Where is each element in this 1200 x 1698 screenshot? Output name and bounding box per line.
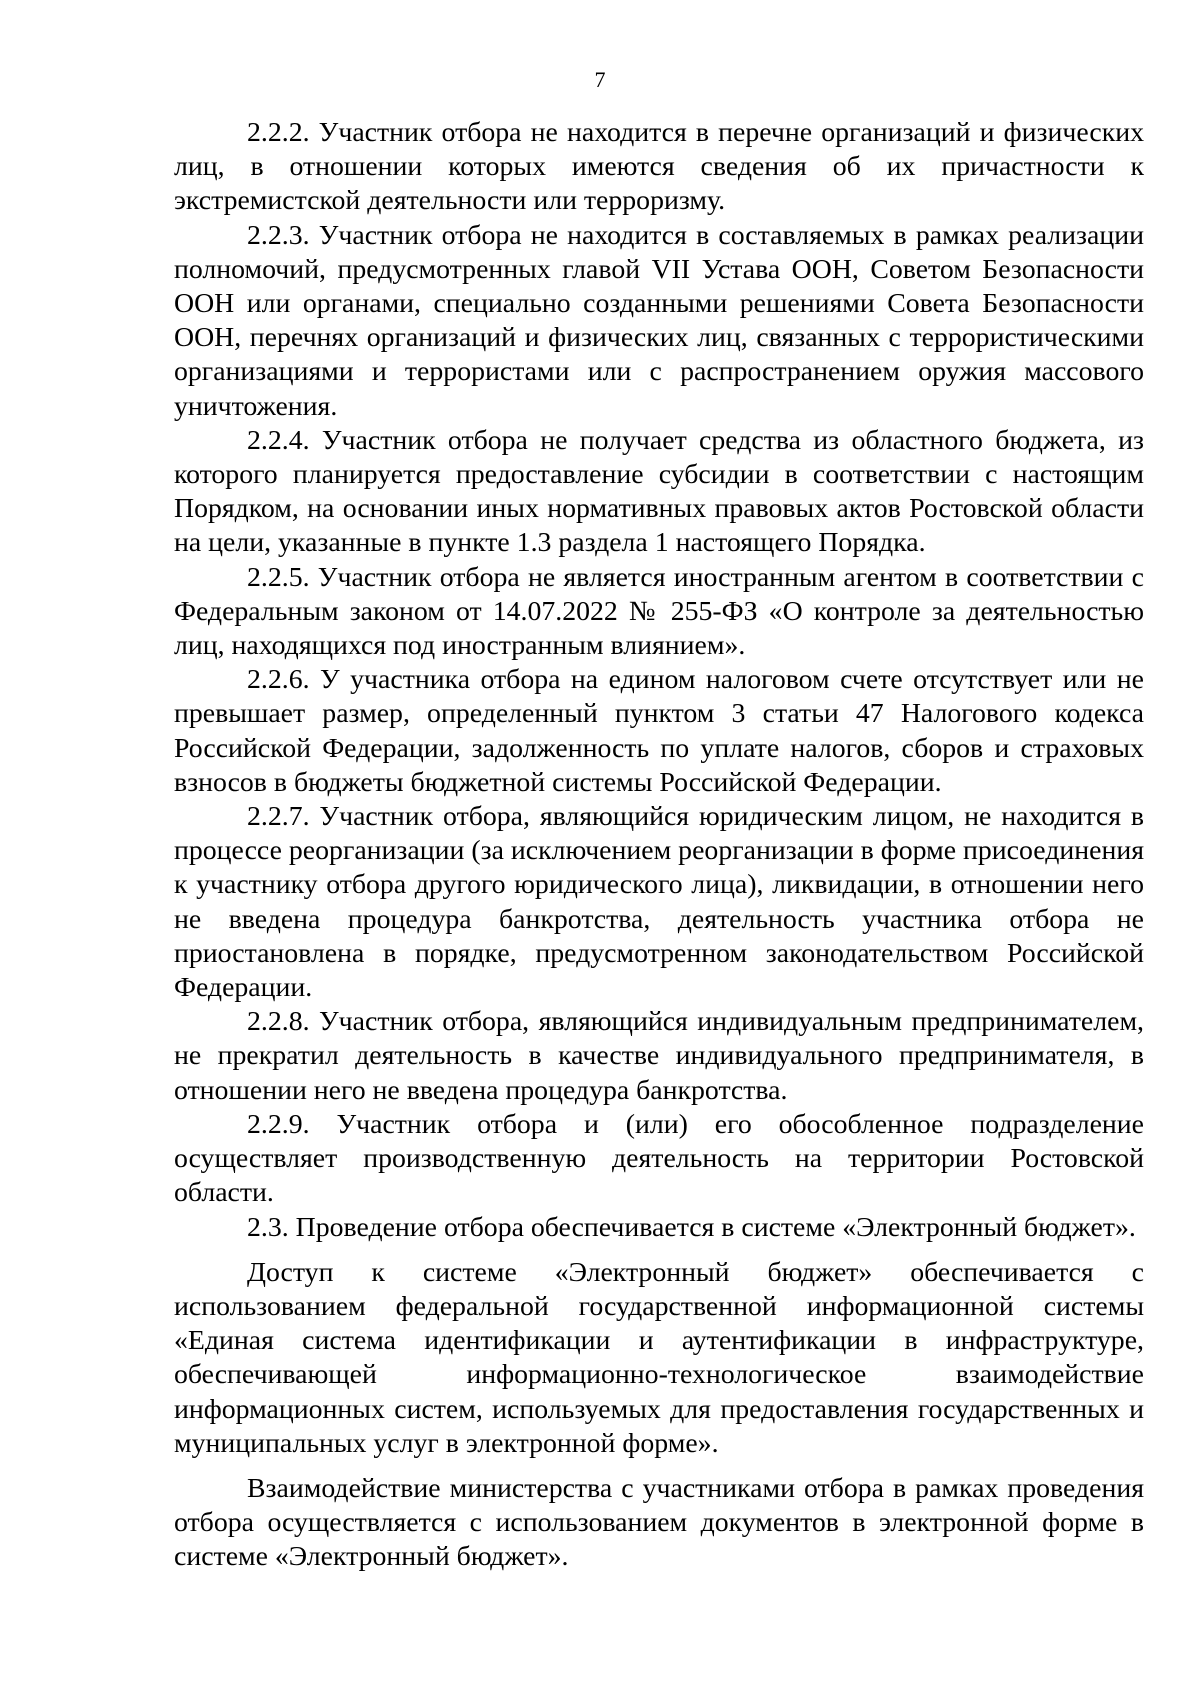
page-number: 7: [594, 67, 606, 92]
paragraph-2-3: 2.3. Проведение отбора обеспечивается в системе «Электронный бюджет».: [247, 1211, 1136, 1243]
paragraph-interaction: Взаимодействие министерства с участниками отбора в рамках проведения отбора осуществляется с использованием документов в электронной форме в системе «Электронный бюджет».: [174, 1472, 1144, 1573]
paragraph-2-2-8: 2.2.8. Участник отбора, являющийся индивидуальным предпринимателем, не прекратил деятельность в качестве индивидуального предпринимателя, в отношении него не введена процедура банкротства.: [174, 1006, 1144, 1106]
paragraph-2-2-2: 2.2.2. Участник отбора не находится в перечне организаций и физических лиц, в отношении которых имеются сведения об их причастности к экстремистской деятельности или терроризму.: [174, 117, 1144, 217]
paragraph-2-2-6: 2.2.6. У участника отбора на едином налоговом счете отсутствует или не превышает размер, определенный пунктом 3 статьи 47 Налогового кодекса Российской Федерации, задолженность по уплате налогов, сборов и страховых взносов в бюджеты бюджетной системы Российской Федерации.: [174, 664, 1144, 798]
paragraph-2-2-5: 2.2.5. Участник отбора не является иностранным агентом в соответствии с Федеральным законом от 14.07.2022 № 255-ФЗ «О контроле за деятельностью лиц, находящихся под иностранным влиянием».: [174, 561, 1144, 662]
paragraph-2-2-7: 2.2.7. Участник отбора, являющийся юридическим лицом, не находится в процессе реорганизации (за исключением реорганизации в форме присоединения к участнику отбора другого юридического лица), ликвидации, в отношении него не введена процедура банкротства, деятельность участника отбора не приостановлена в порядке, предусмотренном законодательством Российской Федерации.: [174, 801, 1144, 1004]
paragraph-2-2-4: 2.2.4. Участник отбора не получает средства из областного бюджета, из которого планируется предоставление субсидии в соответствии с настоящим Порядком, на основании иных нормативных правовых актов Ростовской области на цели, указанные в пункте 1.3 раздела 1 настоящего Порядка.: [174, 424, 1144, 559]
paragraph-2-2-9: 2.2.9. Участник отбора и (или) его обособленное подразделение осуществляет производственную деятельность на территории Ростовской области.: [174, 1108, 1144, 1209]
paragraph-2-2-3: 2.2.3. Участник отбора не находится в составляемых в рамках реализации полномочий, предусмотренных главой VII Устава ООН, Советом Безопасности ООН или органами, специально созданными решениями Совета Безопасности ООН, перечнях организаций и физических лиц, связанных с террористическими организациями и террористами или с распространением оружия массового уничтожения.: [174, 219, 1144, 422]
paragraph-access: Доступ к системе «Электронный бюджет» обеспечивается с использованием федеральной государственной информационной системы «Единая система идентификации и аутентификации в инфраструктуре, обеспечивающей информационно-технологическое взаимодействие информационных систем, используемых для предоставления государственных и муниципальных услуг в электронной форме».: [174, 1256, 1144, 1459]
document-body: [174, 116, 1144, 1575]
